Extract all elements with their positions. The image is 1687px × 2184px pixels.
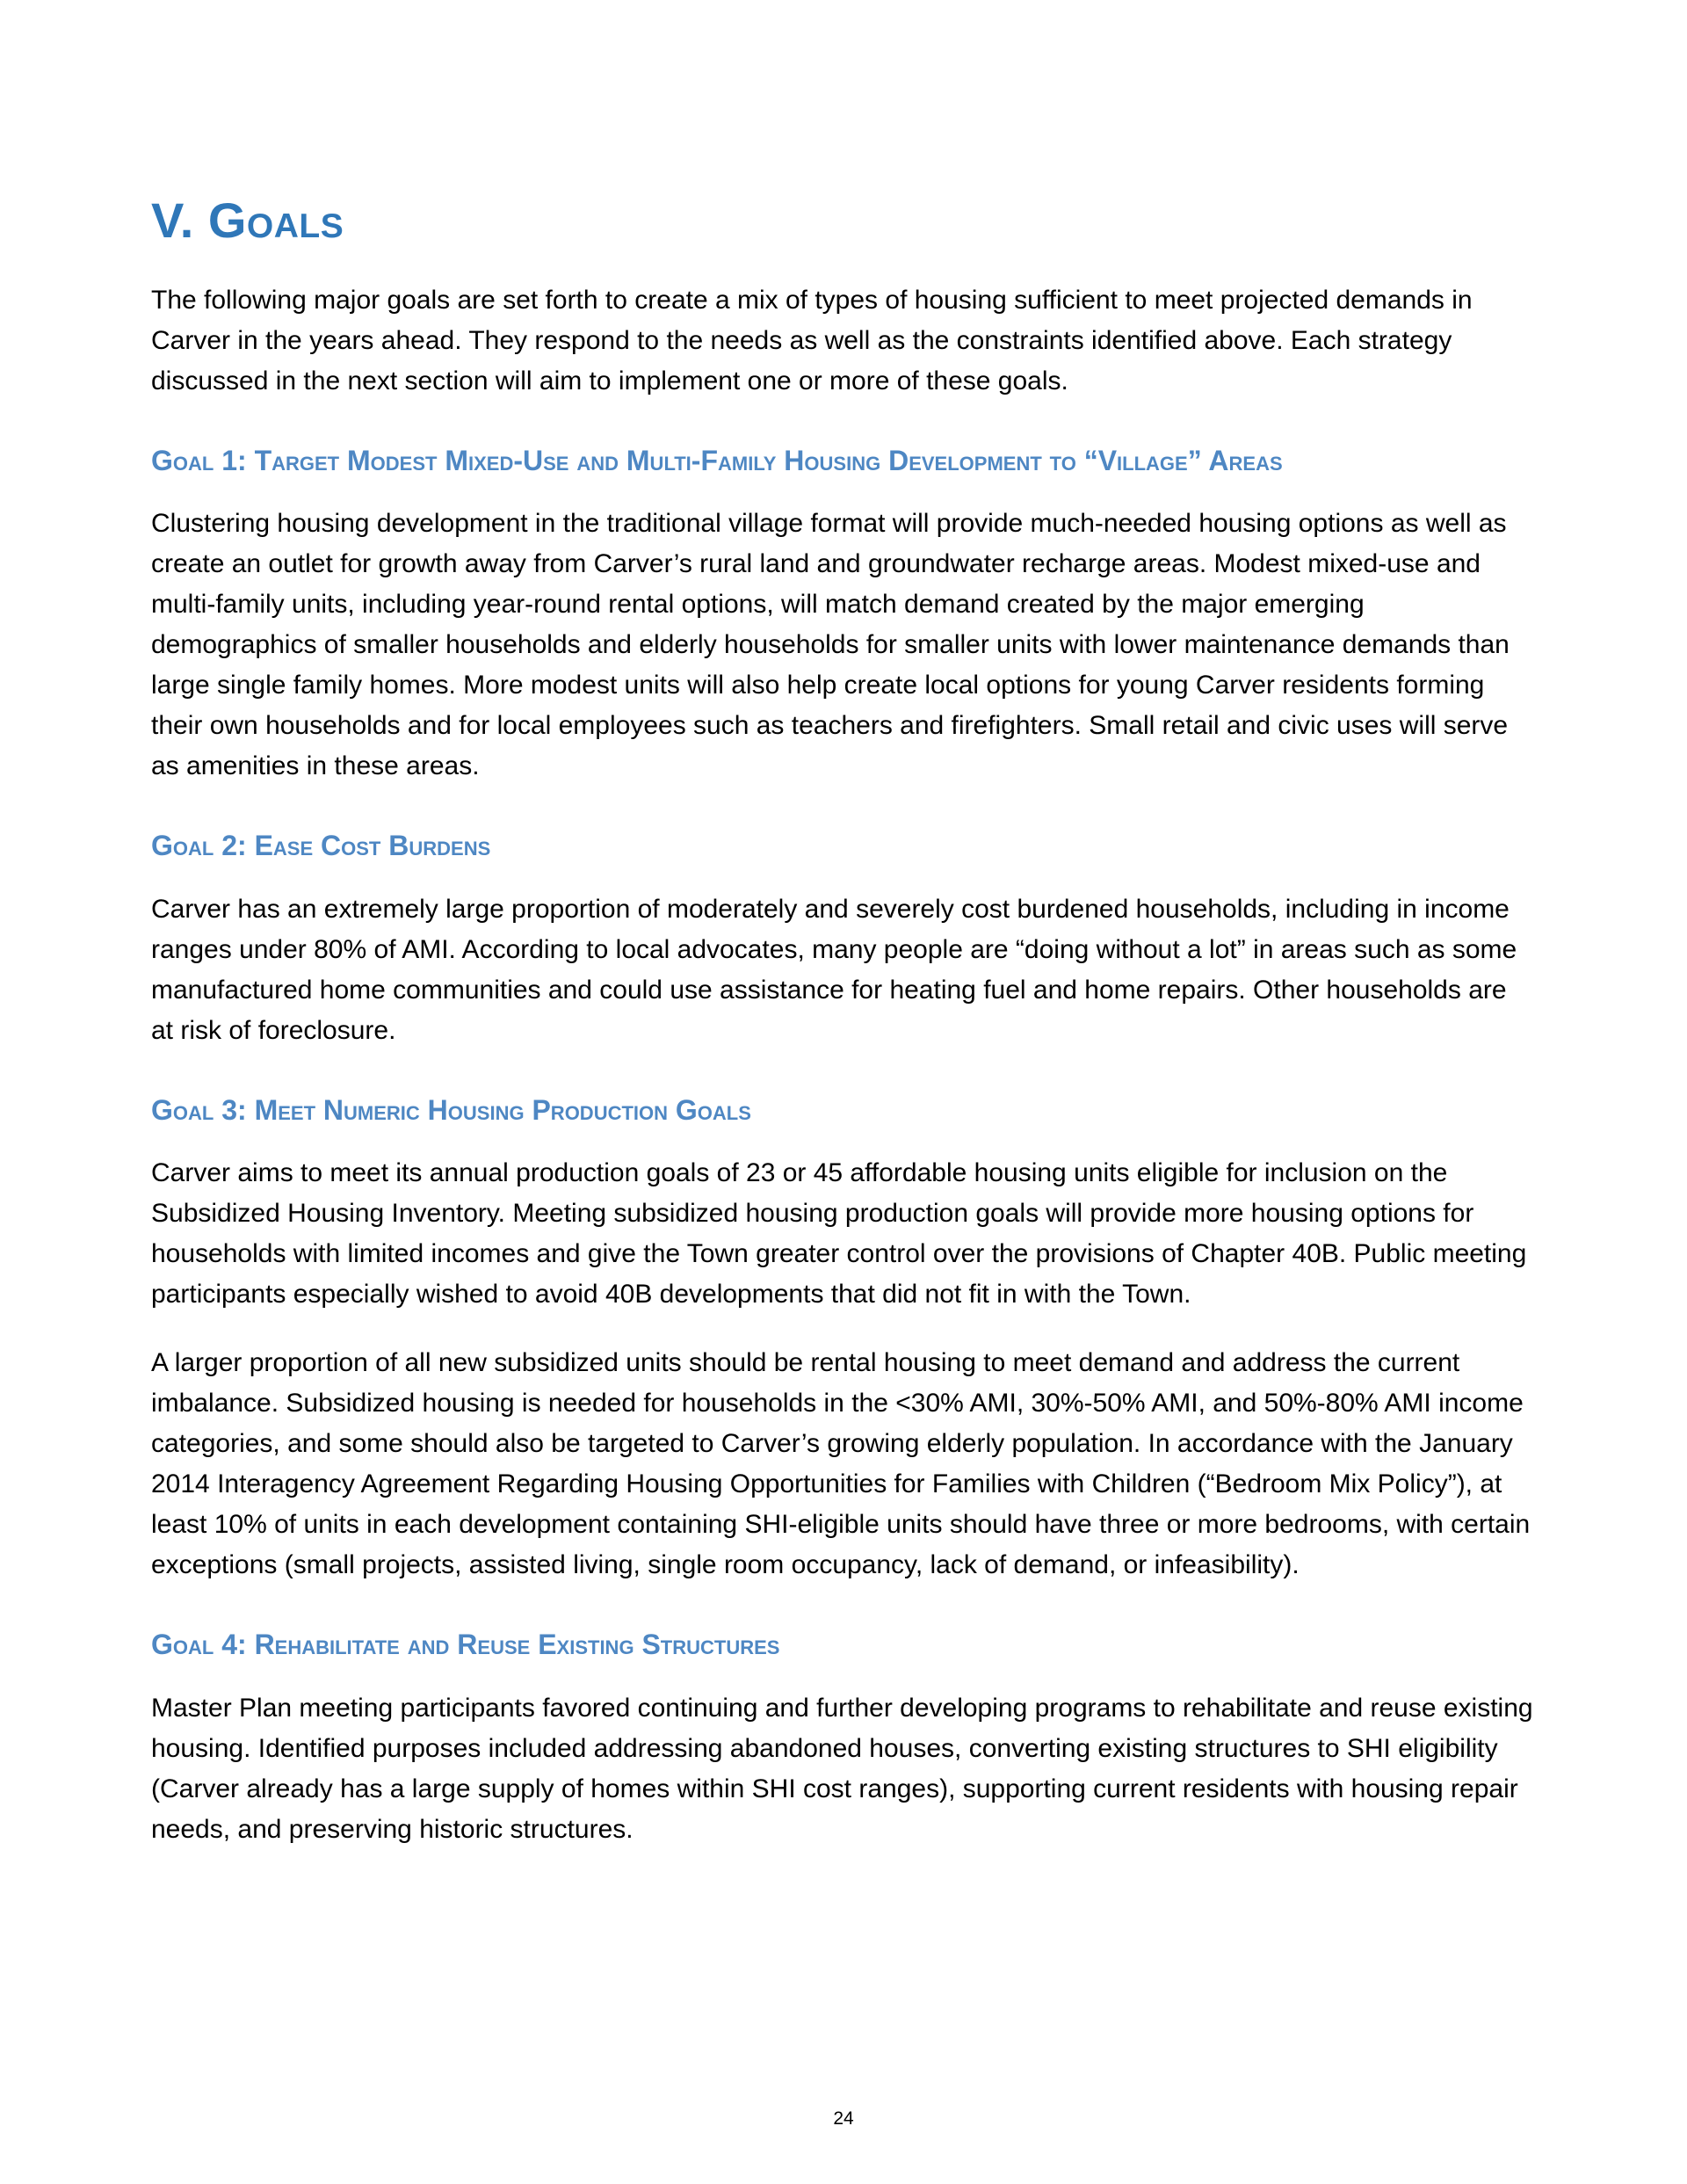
goal-1-heading: Goal 1: Target Modest Mixed-Use and Multi-Family Housing Development to “Village” Areas: [151, 445, 1283, 476]
intro-paragraph: The following major goals are set forth to create a mix of types of housing sufficient to meet projected demands in Carver in the years ahead. They respond to the needs as well as the constraints identified above. Each strategy discussed in the next section will aim to implement one or more of these goals.: [151, 286, 1473, 395]
goal-4-heading: Goal 4: Rehabilitate and Reuse Existing Structures: [151, 1629, 780, 1661]
page-title: V. Goals: [151, 192, 344, 248]
goal-3-paragraph-1: Carver aims to meet its annual production goals of 23 or 45 affordable housing units eligible for inclusion on the Subsidized Housing Inventory. Meeting subsidized housing production goals will provide more housing options for households with limited incomes and give the Town greater control over the provisions of Chapter 40B. Public meeting participants especially wished to avoid 40B developments that did not fit in with the Town.: [151, 1158, 1527, 1310]
goal-1-paragraph: Clustering housing development in the traditional village format will provide much-needed housing options as well as create an outlet for growth away from Carver’s rural land and groundwater recharge areas. Modest mixed-use and multi-family units, including year-round rental options, will match demand created by the major emerging demographics of smaller households and elderly households for smaller units with lower maintenance demands than large single family homes. More modest units will also help create local options for young Carver residents forming their own households and for local employees such as teachers and firefighters. Small retail and civic uses will serve as amenities in these areas.: [151, 509, 1510, 781]
goal-3-paragraph-2: A larger proportion of all new subsidized units should be rental housing to meet demand and address the current imbalance. Subsidized housing is needed for households in the <30% AMI, 30%-50% AMI, and 50%-80% AMI income categories, and some should also be targeted to Carver’s growing elderly population. In accordance with the January 2014 Interagency Agreement Regarding Housing Opportunities for Families with Children (“Bedroom Mix Policy”), at least 10% of units in each development containing SHI-eligible units should have three or more bedrooms, with certain exceptions (small projects, assisted living, single room occupancy, lack of demand, or infeasibility).: [151, 1348, 1531, 1580]
goal-3-heading: Goal 3: Meet Numeric Housing Production Goals: [151, 1093, 751, 1126]
goal-2-paragraph: Carver has an extremely large proportion of moderately and severely cost burdened households, including in income ranges under 80% of AMI. According to local advocates, many people are “doing without a lot” in areas such as some manufactured home communities and could use assistance for heating fuel and home repairs. Other households are at risk of foreclosure.: [151, 894, 1517, 1045]
goal-2-heading: Goal 2: Ease Cost Burdens: [151, 830, 491, 862]
goal-4-paragraph: Master Plan meeting participants favored continuing and further developing programs to rehabilitate and reuse existing housing. Identified purposes included addressing abandoned houses, converting existing structures to SHI eligibility (Carver already has a large supply of homes within SHI cost ranges), supporting current residents with housing repair needs, and preserving historic structures.: [151, 1693, 1533, 1844]
page-number: 24: [833, 2108, 854, 2129]
